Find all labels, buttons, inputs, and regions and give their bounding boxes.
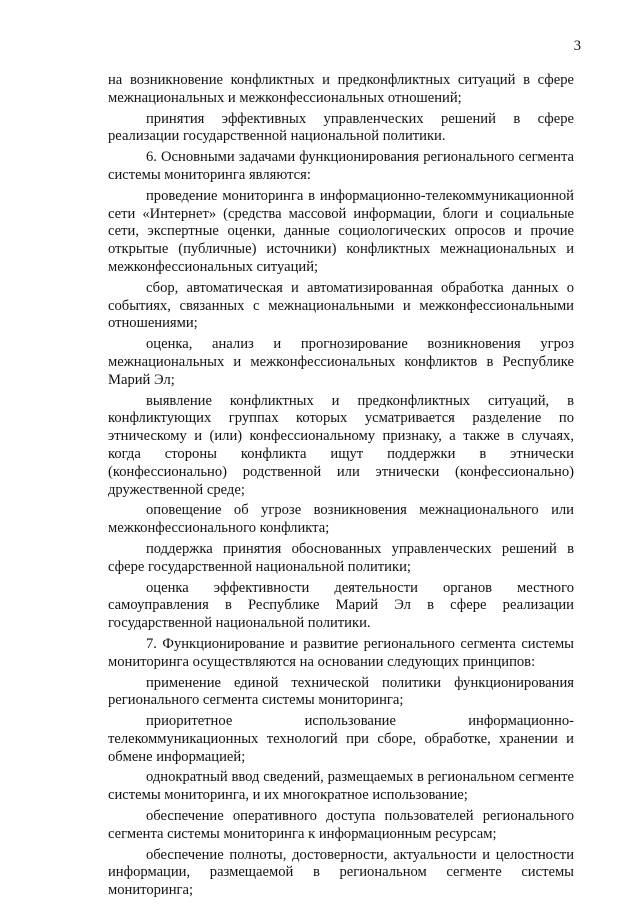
paragraph: 7. Функционирование и развитие регионального сегмента системы мониторинга осуществляются на основании следующих принципов: [108,635,574,670]
paragraph: применение единой технической политики функционирования регионального сегмента системы мониторинга; [108,674,574,709]
document-body [108,72,574,900]
page-number: 3 [573,38,581,54]
paragraph: приоритетное использование информационно-телекоммуникационных технологий при сборе, обработке, хранении и обмене информацией; [108,713,574,765]
paragraph: поддержка принятия обоснованных управленческих решений в сфере государственной национальной политики; [108,540,574,575]
paragraph: оценка, анализ и прогнозирование возникновения угроз межнациональных и межконфессиональных конфликтов в Республике Марий Эл; [108,336,574,388]
paragraph: проведение мониторинга в информационно-телекоммуникационной сети «Интернет» (средства массовой информации, блоги и социальные сети, экспертные оценки, данные социологических опросов и прочие открытые (публичные) источники) конфликтных межнациональных и межконфессиональных ситуаций; [108,187,574,275]
paragraph: сбор, автоматическая и автоматизированная обработка данных о событиях, связанных с межнациональными и межконфессиональными отношениями; [108,279,574,332]
paragraph: оповещение об угрозе возникновения межнационального или межконфессионального конфликта; [108,502,574,537]
paragraph: обеспечение полноты, достоверности, актуальности и целостности информации, размещаемой в региональном сегменте системы мониторинга; [108,846,574,899]
paragraph: однократный ввод сведений, размещаемых в региональном сегменте системы мониторинга, и их многократное использование; [108,769,574,804]
paragraph: 6. Основными задачами функционирования регионального сегмента системы мониторинга являются: [108,149,574,183]
paragraph: оценка эффективности деятельности органов местного самоуправления в Республике Марий Эл в сфере реализации государственной национальной политики. [108,579,574,632]
paragraph: на возникновение конфликтных и предконфликтных ситуаций в сфере межнациональных и межконфессиональных отношений; [108,72,574,106]
paragraph: обеспечение оперативного доступа пользователей регионального сегмента системы мониторинга к информационным ресурсам; [108,808,574,842]
paragraph: принятия эффективных управленческих решений в сфере реализации государственной национальной политики. [108,110,574,145]
paragraph: выявление конфликтных и предконфликтных ситуаций, в конфликтующих группах которых усматривается разделение по этническому и (или) конфессиональному признаку, а также в случаях, когда стороны конфликта ищут поддержки в этнически (конфессионально) родственной или этнически (конфессионально) дружественной среде; [108,392,574,498]
